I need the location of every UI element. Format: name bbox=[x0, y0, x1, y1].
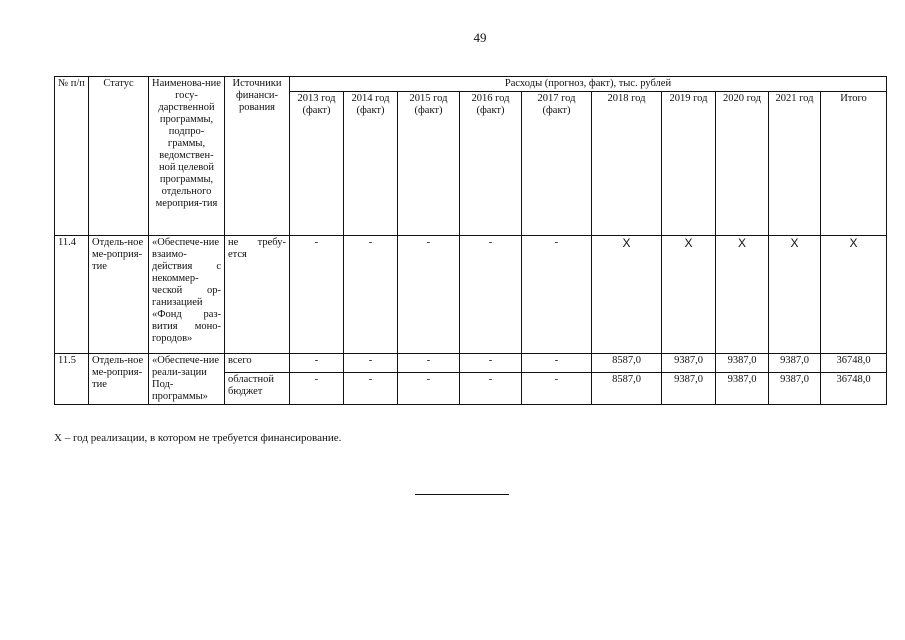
row-value: 9387,0 bbox=[769, 373, 821, 405]
row-name: «Обеспече-ние взаимо-действия с некоммер-ческой ор-ганизацией «Фонд раз-вития моно-городов» bbox=[149, 236, 225, 354]
row-value: - bbox=[344, 236, 398, 354]
header-num: № п/п bbox=[55, 77, 89, 236]
row-value: X bbox=[592, 236, 662, 354]
header-year-2019: 2019 год bbox=[662, 92, 716, 236]
row-value: X bbox=[662, 236, 716, 354]
header-expenses: Расходы (прогноз, факт), тыс. рублей bbox=[290, 77, 887, 92]
budget-table-container bbox=[54, 76, 887, 405]
header-year-2014: 2014 год (факт) bbox=[344, 92, 398, 236]
header-status: Статус bbox=[89, 77, 149, 236]
row-value: - bbox=[344, 354, 398, 373]
row-value: 8587,0 bbox=[592, 373, 662, 405]
budget-table bbox=[54, 76, 887, 405]
row-value: - bbox=[460, 354, 522, 373]
header-year-2021: 2021 год bbox=[769, 92, 821, 236]
row-value: - bbox=[522, 373, 592, 405]
row-source: не требу-ется bbox=[225, 236, 290, 354]
header-year-2017: 2017 год (факт) bbox=[522, 92, 592, 236]
row-status: Отдель-ное ме-роприя-тие bbox=[89, 236, 149, 354]
row-num: 11.4 bbox=[55, 236, 89, 354]
row-status: Отдель-ное ме-роприя-тие bbox=[89, 354, 149, 405]
row-value: 9387,0 bbox=[662, 373, 716, 405]
header-total: Итого bbox=[821, 92, 887, 236]
header-year-2013: 2013 год (факт) bbox=[290, 92, 344, 236]
header-year-2016: 2016 год (факт) bbox=[460, 92, 522, 236]
row-num: 11.5 bbox=[55, 354, 89, 405]
row-value: - bbox=[398, 354, 460, 373]
header-row-1 bbox=[55, 77, 887, 92]
row-value: 8587,0 bbox=[592, 354, 662, 373]
row-value: - bbox=[460, 236, 522, 354]
row-value: X bbox=[716, 236, 769, 354]
row-name: «Обеспече-ние реали-зации Под-программы» bbox=[149, 354, 225, 405]
row-value: - bbox=[290, 236, 344, 354]
table-row bbox=[55, 354, 887, 373]
row-value: X bbox=[769, 236, 821, 354]
row-value: - bbox=[398, 373, 460, 405]
row-value: 9387,0 bbox=[716, 373, 769, 405]
header-year-2020: 2020 год bbox=[716, 92, 769, 236]
closing-rule bbox=[415, 494, 509, 495]
row-value: 36748,0 bbox=[821, 373, 887, 405]
row-value: X bbox=[821, 236, 887, 354]
header-year-2018: 2018 год bbox=[592, 92, 662, 236]
row-value: - bbox=[398, 236, 460, 354]
row-value: 9387,0 bbox=[769, 354, 821, 373]
row-value: - bbox=[522, 354, 592, 373]
row-value: 9387,0 bbox=[716, 354, 769, 373]
row-value: - bbox=[290, 373, 344, 405]
header-year-2015: 2015 год (факт) bbox=[398, 92, 460, 236]
row-source: областной бюджет bbox=[225, 373, 290, 405]
header-source: Источники финанси-рования bbox=[225, 77, 290, 236]
row-value: 36748,0 bbox=[821, 354, 887, 373]
row-value: - bbox=[522, 236, 592, 354]
footnote: X – год реализации, в котором не требуется финансирование. bbox=[54, 432, 342, 444]
table-row bbox=[55, 236, 887, 354]
row-value: - bbox=[344, 373, 398, 405]
row-source: всего bbox=[225, 354, 290, 373]
row-value: - bbox=[290, 354, 344, 373]
header-name: Наименова-ние госу-дарственной программы, подпро-граммы, ведомствен-ной целевой программы, отдельного мероприя-тия bbox=[149, 77, 225, 236]
page-number: 49 bbox=[473, 30, 487, 45]
row-value: - bbox=[460, 373, 522, 405]
row-value: 9387,0 bbox=[662, 354, 716, 373]
